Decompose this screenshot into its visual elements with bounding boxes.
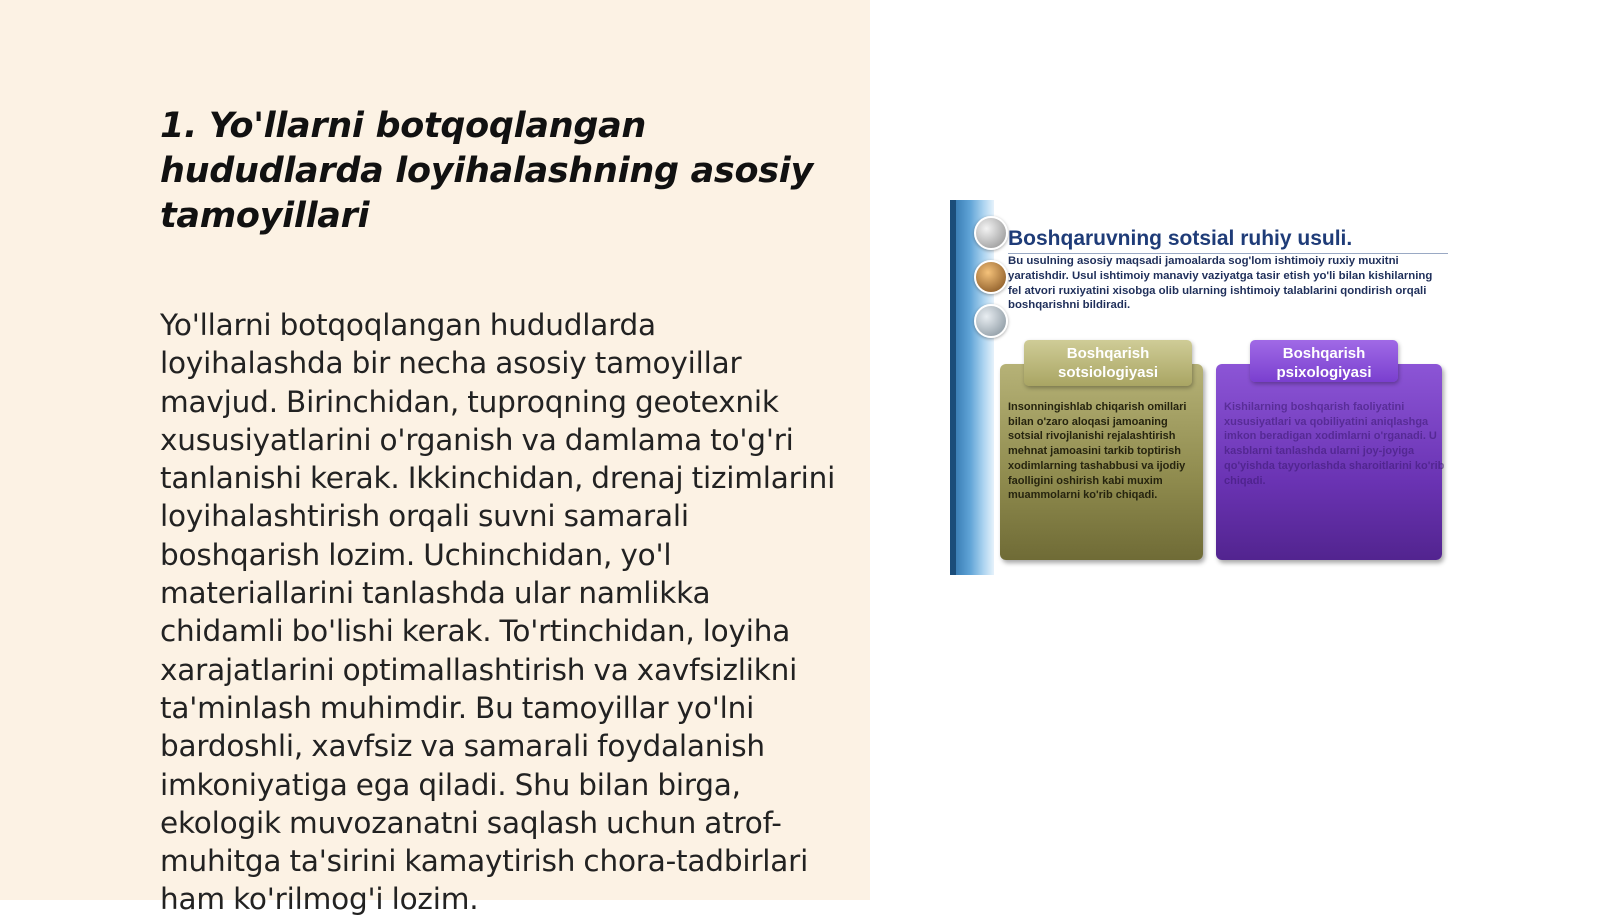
globe-icon xyxy=(974,216,1008,250)
psychology-tab-label: Boshqarish psixologiyasi xyxy=(1250,340,1398,382)
figure-description: Bu usulning asosiy maqsadi jamoalarda sog'lom ishtimoiy ruxiy muxitni yaratishdir. Usul ishtimoiy manaviy vaziyatga tasir etish yo'li bilan kishilarning fel atvori ruxiyatini xisobga olib ularning ishtimoiy talablarini qondirish orqali boshqarishni bildiradi. xyxy=(1008,255,1433,312)
sociology-box-text: Insonningishlab chiqarish omillari bilan o'zaro aloqasi jamoaning sotsial rivojlanishi rejalashtirish mehnat jamoasini tarkib toptirish xodimlarning tashabbusi va ijodiy faolligini oshirish kabi muxim muammolarni ko'rib chiqadi. xyxy=(1008,401,1187,502)
pen-icon xyxy=(974,304,1008,338)
figure-title: Boshqaruvning sotsial ruhiy usuli. xyxy=(1008,226,1448,254)
psychology-box-text: Kishilarning boshqarish faoliyatini xususiyatlari va qobiliyatini aniqlashga imkon beradigan xodimlarni o'rganadi. U kasblarni tanlashda ularni joy-joyiga qo'yishda tayyorlashda sharoitlarini ko'rib chiqadi. xyxy=(1224,401,1445,487)
person-icon xyxy=(974,260,1008,294)
embedded-figure xyxy=(950,200,1450,575)
slide-body-text: Yo'llarni botqoqlangan hududlarda loyihalashda bir necha asosiy tamoyillar mavjud. Birinchidan, tuproqning geotexnik xususiyatlarini o'rganish va damlama to'g'ri tanlanishi kerak. Ikkinchidan, drenaj tizimlarini loyihalashtirish orqali suvni samarali boshqarish lozim. Uchinchidan, yo'l materiallarini tanlashda ular namlikka chidamli bo'lishi kerak. To'rtinchidan, loyiha xarajatlarini optimallashtirish va xavfsizlikni ta'minlash muhimdir. Bu tamoyillar yo'lni bardoshli, xavfsiz va samarali foydalanish imkoniyatiga ega qiladi. Shu bilan birga, ekologik muvozanatni saqlash uchun atrof-muhitga ta'sirini kamaytirish chora-tadbirlari ham ko'rilmog'i lozim. xyxy=(160,308,836,917)
figure-side-strip xyxy=(950,200,994,575)
slide-title: 1. Yo'llarni botqoqlangan hududlarda loyihalashning asosiy tamoyillari xyxy=(160,106,813,236)
strip-edge xyxy=(950,200,956,575)
sociology-tab-label: Boshqarish sotsiologiyasi xyxy=(1024,340,1192,386)
